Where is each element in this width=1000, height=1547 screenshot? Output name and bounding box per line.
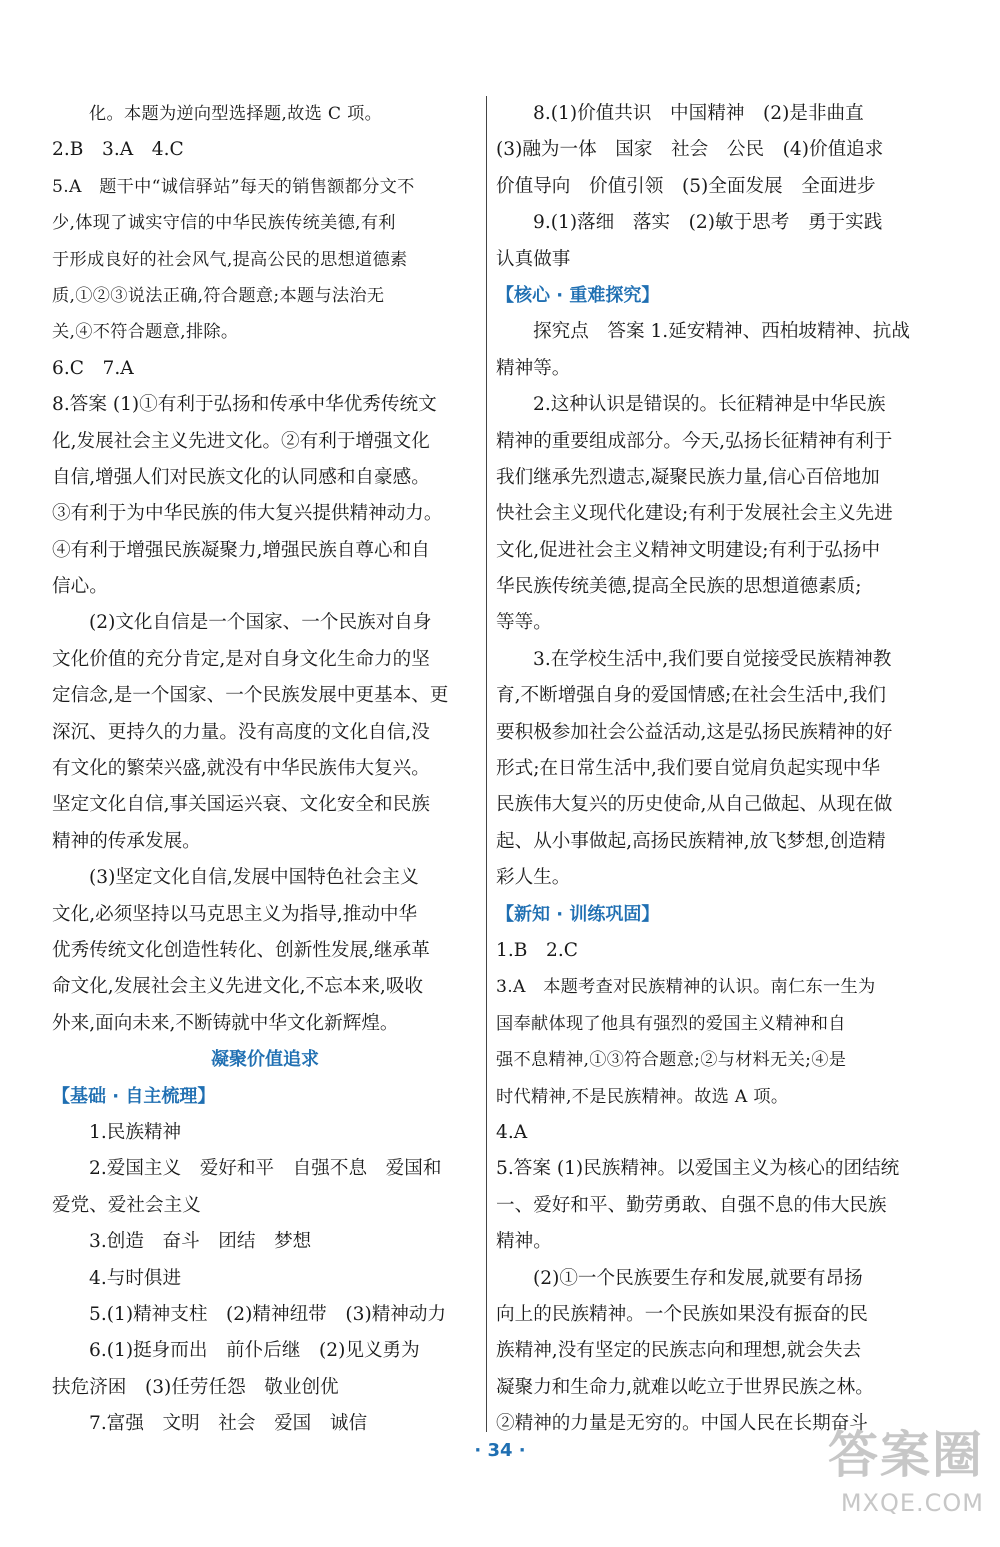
text-line: 国奉献体现了他具有强烈的爱国主义精神和自: [496, 1013, 846, 1034]
text-line: 4.A: [496, 1121, 528, 1143]
text-line: 定信念,是一个国家、一个民族发展中更基本、更: [52, 685, 449, 707]
text-line: 探究点 答案 1.延安精神、西柏坡精神、抗战: [533, 321, 910, 343]
text-line: 要积极参加社会公益活动,这是弘扬民族精神的好: [496, 721, 893, 743]
column-divider: [486, 96, 487, 1432]
text-line: 价值导向 价值引领 (5)全面发展 全面进步: [496, 175, 876, 197]
text-line: 深沉、更持久的力量。没有高度的文化自信,没: [52, 721, 430, 743]
text-line: 2.爱国主义 爱好和平 自强不息 爱国和: [89, 1158, 442, 1180]
text-line: (3)融为一体 国家 社会 公民 (4)价值追求: [496, 139, 884, 161]
watermark-top: 答案圈: [828, 1426, 984, 1484]
text-line: 精神的重要组成部分。今天,弘扬长征精神有利于: [496, 430, 893, 452]
text-line: 信心。: [52, 576, 108, 598]
text-line: 精神等。: [496, 357, 571, 379]
text-line: 认真做事: [496, 248, 571, 270]
text-line: 化。本题为逆向型选择题,故选 C 项。: [89, 104, 383, 124]
text-line: 快社会主义现代化建设;有利于发展社会主义先进: [496, 503, 893, 525]
text-line: 3.创造 奋斗 团结 梦想: [89, 1231, 312, 1253]
text-line: 化,发展社会主义先进文化。②有利于增强文化: [52, 430, 430, 452]
text-line: 5.A 题干中“诚信驿站”每天的销售额都分文不: [52, 176, 415, 197]
text-line: 自信,增强人们对民族文化的认同感和自豪感。: [52, 466, 430, 488]
text-line: 时代精神,不是民族精神。故选 A 项。: [496, 1086, 789, 1107]
text-line: ③有利于为中华民族的伟大复兴提供精神动力。: [52, 503, 443, 525]
text-line: 精神的传承发展。: [52, 830, 201, 852]
text-line: 4.与时俱进: [89, 1267, 182, 1289]
text-line: 坚定文化自信,事关国运兴衰、文化安全和民族: [52, 794, 430, 816]
text-line: ④有利于增强民族凝聚力,增强民族自尊心和自: [52, 539, 430, 561]
text-line: 彩人生。: [496, 867, 571, 889]
text-line: 凝聚力和生命力,就难以屹立于世界民族之林。: [496, 1376, 874, 1398]
text-line: 质,①②③说法正确,符合题意;本题与法治无: [52, 285, 385, 306]
text-line: 8.(1)价值共识 中国精神 (2)是非曲直: [533, 103, 864, 124]
text-line: 爱党、爱社会主义: [52, 1194, 201, 1216]
text-line: 1.民族精神: [89, 1121, 182, 1143]
text-line: (2)文化自信是一个国家、一个民族对自身: [89, 612, 432, 634]
text-line: 8.答案 (1)①有利于弘扬和传承中华优秀传统文: [52, 394, 437, 416]
text-line: 2.B 3.A 4.C: [52, 139, 184, 161]
text-line: 外来,面向未来,不断铸就中华文化新辉煌。: [52, 1012, 399, 1034]
text-line: 2.这种认识是错误的。长征精神是中华民族: [533, 394, 886, 416]
text-line: 形式;在日常生活中,我们要自觉肩负起实现中华: [496, 758, 881, 780]
text-line: 华民族传统美德,提高全民族的思想道德素质;: [496, 576, 862, 598]
text-line: 向上的民族精神。一个民族如果没有振奋的民: [496, 1303, 868, 1325]
text-line: 1.B 2.C: [496, 939, 578, 961]
text-line: 育,不断增强自身的爱国情感;在社会生活中,我们: [496, 685, 886, 707]
text-line: (3)坚定文化自信,发展中国特色社会主义: [89, 867, 419, 889]
text-line: 少,体现了诚实守信的中华民族传统美德,有利: [52, 213, 396, 234]
section-heading: 【新知 · 训练巩固】: [496, 903, 660, 925]
section-heading: 【核心 · 重难探究】: [496, 284, 660, 306]
text-line: 一、爱好和平、勤劳勇敢、自强不息的伟大民族: [496, 1194, 887, 1216]
text-line: 于形成良好的社会风气,提高公民的思想道德素: [52, 249, 408, 270]
text-line: 族精神,没有坚定的民族志向和理想,就会失去: [496, 1340, 862, 1362]
subsection-heading: 凝聚价值追求: [211, 1049, 319, 1071]
text-line: 关,④不符合题意,排除。: [52, 322, 239, 343]
text-line: 文化,促进社会主义精神文明建设;有利于弘扬中: [496, 539, 881, 561]
text-line: 7.富强 文明 社会 爱国 诚信: [89, 1413, 368, 1435]
text-line: 6.(1)挺身而出 前仆后继 (2)见义勇为: [89, 1340, 420, 1362]
section-heading: 【基础 · 自主梳理】: [52, 1085, 216, 1107]
watermark-bottom: MXQE.COM: [840, 1489, 984, 1517]
text-line: 5.(1)精神支柱 (2)精神纽带 (3)精神动力: [89, 1303, 447, 1325]
text-line: 强不息精神,①③符合题意;②与材料无关;④是: [496, 1050, 847, 1071]
left-column: [52, 96, 478, 1442]
page-number: · 34 ·: [474, 1440, 526, 1461]
watermark-logo: [734, 1427, 984, 1535]
text-line: 文化,必须坚持以马克思主义为指导,推动中华: [52, 903, 418, 925]
text-line: 有文化的繁荣兴盛,就没有中华民族伟大复兴。: [52, 758, 430, 780]
text-line: 9.(1)落细 落实 (2)敏于思考 勇于实践: [533, 212, 883, 234]
right-column: [496, 96, 922, 1442]
text-line: 5.答案 (1)民族精神。以爱国主义为核心的团结统: [496, 1158, 900, 1180]
text-line: 6.C 7.A: [52, 357, 134, 379]
text-line: ②精神的力量是无穷的。中国人民在长期奋斗: [496, 1413, 868, 1435]
text-line: 起、从小事做起,高扬民族精神,放飞梦想,创造精: [496, 830, 886, 852]
text-line: 民族伟大复兴的历史使命,从自己做起、从现在做: [496, 794, 893, 816]
text-line: 扶危济困 (3)任劳任怨 敬业创优: [52, 1376, 339, 1398]
text-line: 优秀传统文化创造性转化、创新性发展,继承革: [52, 939, 430, 961]
text-line: 3.A 本题考查对民族精神的认识。南仁东一生为: [496, 977, 876, 998]
text-line: 命文化,发展社会主义先进文化,不忘本来,吸收: [52, 976, 424, 998]
text-line: 3.在学校生活中,我们要自觉接受民族精神教: [533, 648, 892, 670]
text-line: 精神。: [496, 1231, 552, 1253]
text-line: 文化价值的充分肯定,是对自身文化生命力的坚: [52, 648, 430, 670]
text-line: (2)①一个民族要生存和发展,就要有昂扬: [533, 1267, 863, 1289]
text-line: 我们继承先烈遗志,凝聚民族力量,信心百倍地加: [496, 466, 880, 488]
text-line: 等等。: [496, 612, 552, 634]
